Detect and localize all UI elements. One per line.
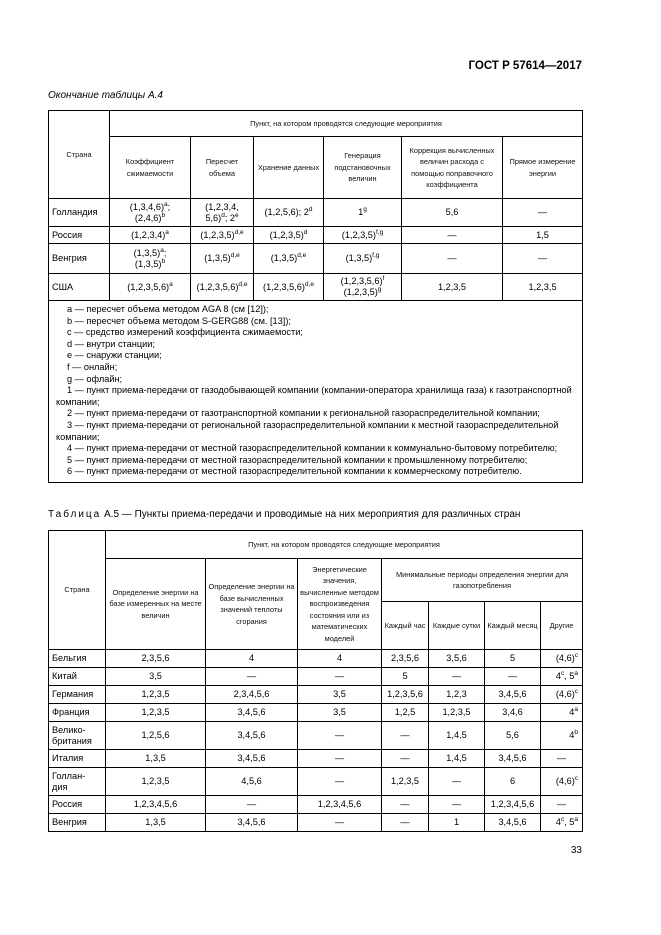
country-cell: Франция	[49, 704, 106, 722]
table-row	[49, 814, 583, 832]
data-cell: 3,4,5,6	[206, 750, 298, 768]
footnote-mark: a	[160, 246, 164, 254]
data-cell: 6	[485, 768, 541, 796]
data-cell: —	[206, 796, 298, 814]
footnote-mark: f	[382, 274, 385, 282]
footnote-mark: b	[161, 211, 166, 219]
data-cell: 3,5	[298, 704, 382, 722]
note-line: f — онлайн;	[67, 361, 118, 372]
cell-text: (1,2,3,5,6)	[196, 281, 239, 292]
cell-text: (4,6)	[555, 776, 575, 786]
footnote-mark: a	[574, 705, 579, 713]
cell-text: 4	[569, 730, 575, 740]
data-cell: —	[429, 796, 485, 814]
data-cell	[110, 274, 191, 301]
other-cell	[541, 650, 583, 668]
header-substitute-values: Генерация подстановочных величин	[324, 137, 402, 199]
cell-text: , 5	[564, 671, 575, 681]
data-cell: 3,4,5,6	[206, 722, 298, 750]
table-row	[49, 668, 583, 686]
cell-text: (4,6)	[555, 689, 575, 699]
country-cell: Китай	[49, 668, 106, 686]
footnote-mark: a	[165, 228, 169, 236]
data-cell: —	[298, 668, 382, 686]
table-a5	[48, 530, 583, 832]
data-cell: —	[503, 244, 583, 274]
footnote-mark: f,g	[375, 228, 384, 236]
data-cell: 1,2,3,5	[503, 274, 583, 301]
page-number: 33	[570, 845, 582, 856]
country-cell: Велико- британия	[49, 722, 106, 750]
country-cell: Россия	[49, 796, 106, 814]
data-cell: 5,6	[402, 199, 503, 227]
note-line: 1 — пункт приема-передачи от газодобывающей компании (компании-оператора хранилища газа) к газотранспортной компании;	[56, 385, 572, 407]
cell-text: (1,3,5)	[133, 247, 161, 258]
footnote-mark: d	[303, 228, 308, 236]
data-cell	[191, 244, 254, 274]
note-line: e — снаружи станции;	[67, 350, 162, 361]
cell-text: (2,4,6)	[134, 212, 162, 223]
note-line: 2 — пункт приема-передачи от газотранспортной компании к региональной газораспределительной компании;	[67, 408, 540, 419]
data-cell: 1,2,3,5	[382, 768, 429, 796]
data-cell: 1,2,3,5	[106, 686, 206, 704]
header-calculated-energy: Определение энергии на базе вычисленных значений теплоты сгорания	[206, 559, 298, 650]
other-cell: —	[541, 750, 583, 768]
data-cell	[254, 227, 324, 244]
data-cell	[254, 274, 324, 301]
table-row	[49, 244, 583, 274]
footnote-mark: g	[377, 285, 382, 293]
footnote-mark: c	[574, 651, 579, 659]
data-cell: 1,4,5	[429, 722, 485, 750]
cell-text: (1,2,3,5)	[343, 287, 378, 297]
table-row	[49, 796, 583, 814]
data-cell: 4	[298, 650, 382, 668]
table-a5-caption	[48, 509, 520, 520]
data-cell: —	[402, 244, 503, 274]
data-cell: 1,2,3,5,6	[382, 686, 429, 704]
data-cell	[191, 274, 254, 301]
header-volume-conversion: Пересчет объема	[191, 137, 254, 199]
footnote-mark: c	[574, 774, 579, 782]
footnote-mark: d	[308, 205, 313, 213]
country-cell: Бельгия	[49, 650, 106, 668]
country-cell: Италия	[49, 750, 106, 768]
cell-text: ; 2	[224, 212, 236, 223]
header-direct-energy: Прямое измерение энергии	[503, 137, 583, 199]
cell-text: (1,2,3,5)	[269, 229, 304, 240]
data-cell: 3,5,6	[429, 650, 485, 668]
note-line: c — средство измерений коэффициента сжимаемости;	[67, 327, 303, 338]
data-cell: —	[298, 814, 382, 832]
data-cell: 3,4,5,6	[485, 686, 541, 704]
note-line: 4 — пункт приема-передачи от местной газораспределительной компании к коммунально-бытовому потребителю;	[67, 443, 558, 454]
data-cell: 1,2,3,5	[402, 274, 503, 301]
data-cell: —	[298, 722, 382, 750]
country-cell: Венгрия	[49, 244, 110, 274]
cell-text: 4	[569, 707, 575, 717]
data-cell: —	[429, 668, 485, 686]
note-line: a — пересчет объема методом AGA 8 (см [12]);	[67, 304, 269, 314]
data-cell: —	[206, 668, 298, 686]
footnote-mark: a	[574, 669, 579, 677]
other-cell	[541, 768, 583, 796]
data-cell: 1,2,5,6	[106, 722, 206, 750]
footnote-mark: d	[221, 211, 225, 219]
table-row	[49, 722, 583, 750]
data-cell: —	[429, 768, 485, 796]
cell-text: 4	[555, 671, 561, 681]
data-cell: 5,6	[485, 722, 541, 750]
note-line: 5 — пункт приема-передачи от местной газораспределительной компании к промышленному потребителю;	[67, 454, 528, 465]
cell-text: 1	[358, 207, 364, 217]
country-cell: Германия	[49, 686, 106, 704]
cell-text: 5,6)	[205, 212, 222, 223]
footnote-mark: a	[574, 815, 579, 823]
data-cell	[191, 199, 254, 227]
header-periods: Минимальные периоды определения энергии для газопотребления	[382, 559, 583, 602]
data-cell: —	[485, 668, 541, 686]
other-cell	[541, 668, 583, 686]
table-row	[49, 274, 583, 301]
note-line: 3 — пункт приема-передачи от региональной газораспределительной компании к местной газораспределительной компании;	[56, 419, 559, 442]
header-measured-energy: Определение энергии на базе измеренных на месте величин	[106, 559, 206, 650]
header-group: Пункт, на котором проводятся следующие мероприятия	[110, 111, 583, 137]
cell-text: (1,2,3,4)	[131, 229, 166, 240]
data-cell	[324, 199, 402, 227]
footnote-mark: g	[363, 205, 367, 213]
header-group: Пункт, на котором проводятся следующие мероприятия	[106, 531, 583, 559]
data-cell: 1,2,5	[382, 704, 429, 722]
country-cell: США	[49, 274, 110, 301]
standard-designation: ГОСТ Р 57614—2017	[468, 60, 582, 72]
data-cell: 1,2,3,4,5,6	[106, 796, 206, 814]
data-cell: —	[298, 750, 382, 768]
table-row	[49, 768, 583, 796]
data-cell: 2,3,4,5,6	[206, 686, 298, 704]
data-cell: 3,5	[298, 686, 382, 704]
header-daily: Каждые сутки	[429, 602, 485, 650]
data-cell	[324, 227, 402, 244]
footnote-mark: c	[560, 815, 565, 823]
notes-row	[49, 301, 583, 483]
data-cell: $(1,3,5)^a$; $(1,3,5)^b$	[110, 244, 191, 274]
header-country: Страна	[49, 531, 106, 650]
cell-text: (1,2,3,4,	[205, 201, 239, 212]
cell-text: (1,3,5)	[345, 253, 373, 263]
data-cell	[324, 244, 402, 274]
footnote-mark: c	[560, 669, 565, 677]
other-cell	[541, 722, 583, 750]
data-cell: —	[382, 814, 429, 832]
data-cell: 5	[485, 650, 541, 668]
header-data-storage: Хранение данных	[254, 137, 324, 199]
data-cell: 3,5	[106, 668, 206, 686]
table-row	[49, 704, 583, 722]
data-cell: 3,4,6	[485, 704, 541, 722]
notes-cell	[49, 301, 583, 483]
footnote-mark: b	[574, 728, 579, 736]
data-cell	[324, 274, 402, 301]
data-cell: 1,2,3,4,5,6	[485, 796, 541, 814]
table-row	[49, 199, 583, 227]
data-cell: —	[298, 768, 382, 796]
data-cell: 3,4,5,6	[206, 704, 298, 722]
cell-text: (1,2,3,5,6)	[340, 276, 383, 286]
data-cell	[191, 227, 254, 244]
cell-text: , 5	[564, 817, 575, 827]
data-cell: 4	[206, 650, 298, 668]
data-cell: 1,4,5	[429, 750, 485, 768]
data-cell: 3,4,5,6	[485, 814, 541, 832]
country-cell: Россия	[49, 227, 110, 244]
data-cell: —	[402, 227, 503, 244]
data-cell: 1,2,3,5	[106, 768, 206, 796]
table-row	[49, 750, 583, 768]
note-line: b — пересчет объема методом S-GERG88 (см. [13]);	[67, 315, 291, 326]
data-cell: $(1,3,4,6)^a$; $(2,4,6)^b$	[110, 199, 191, 227]
data-cell: 1,5	[503, 227, 583, 244]
header-compressibility: Коэффициент сжимаемости	[110, 137, 191, 199]
cell-text: (1,3,5)	[134, 258, 162, 269]
table-row	[49, 227, 583, 244]
header-country: Страна	[49, 111, 110, 199]
country-cell: Голлан- дия	[49, 768, 106, 796]
data-cell: 2,3,5,6	[106, 650, 206, 668]
header-monthly: Каждый месяц	[485, 602, 541, 650]
other-cell	[541, 814, 583, 832]
footnote-mark: d,e	[304, 280, 314, 288]
data-cell: 3,4,5,6	[206, 814, 298, 832]
footnote-mark: a	[164, 200, 168, 208]
footnote-mark: d,e	[230, 251, 240, 259]
cell-text: (1,3,5)	[270, 253, 298, 263]
data-cell: 3,4,5,6	[485, 750, 541, 768]
data-cell: 2,3,5,6	[382, 650, 429, 668]
data-cell: —	[382, 722, 429, 750]
cell-text: 4	[555, 817, 561, 827]
footnote-mark: f,g	[372, 251, 380, 259]
data-cell	[254, 244, 324, 274]
footnote-mark: b	[161, 257, 166, 265]
data-cell: 1	[429, 814, 485, 832]
data-cell: —	[382, 796, 429, 814]
cell-text: (1,3,5)	[204, 253, 231, 263]
caption-text: А.5 — Пункты приема-передачи и проводимые на них мероприятия для различных стран	[104, 509, 521, 520]
country-cell: Голландия	[49, 199, 110, 227]
table-row	[49, 686, 583, 704]
header-other: Другие	[541, 602, 583, 650]
cell-text: (1,2,3,5,6)	[127, 281, 170, 292]
data-cell: 1,3,5	[106, 750, 206, 768]
data-cell: —	[382, 750, 429, 768]
country-cell: Венгрия	[49, 814, 106, 832]
data-cell: 1,2,3,5	[106, 704, 206, 722]
footnote-mark: a	[169, 280, 173, 288]
footnote-mark: d,e	[297, 251, 307, 259]
header-correction: Коррекция вычисленных величин расхода с помощью поправочного коэффициента	[402, 137, 503, 199]
data-cell	[254, 199, 324, 227]
other-cell	[541, 686, 583, 704]
table-row	[49, 650, 583, 668]
data-cell	[110, 227, 191, 244]
cell-text: (4,6)	[555, 653, 575, 663]
table-a4-caption: Окончание таблицы А.4	[48, 90, 163, 101]
note-line: 6 — пункт приема-передачи от местной газораспределительной компании к коммерческому потребителю.	[67, 466, 522, 477]
cell-text: (1,2,3,5,6)	[263, 281, 305, 292]
other-cell: —	[541, 796, 583, 814]
data-cell: 1,3,5	[106, 814, 206, 832]
caption-label: Таблица	[48, 509, 102, 520]
data-cell: 4,5,6	[206, 768, 298, 796]
cell-text: (1,2,3,5)	[200, 229, 235, 240]
header-hourly: Каждый час	[382, 602, 429, 650]
footnote-mark: d,e	[238, 280, 248, 288]
note-line: g — офлайн;	[67, 373, 123, 384]
data-cell: 1,2,3,4,5,6	[298, 796, 382, 814]
cell-text: (1,3,4,6)	[129, 201, 165, 212]
cell-text: (1,2,3,5)	[341, 229, 376, 240]
footnote-mark: c	[574, 687, 579, 695]
data-cell: 1,2,3	[429, 686, 485, 704]
header-model-energy: Энергетические значения, вычисленные методом воспроизведения состояния или из математических моделей	[298, 559, 382, 650]
note-line: d — внутри станции;	[67, 338, 155, 349]
other-cell	[541, 704, 583, 722]
data-cell: 5	[382, 668, 429, 686]
data-cell: 1,2,3,5	[429, 704, 485, 722]
data-cell: —	[503, 199, 583, 227]
table-a4	[48, 110, 583, 483]
footnote-mark: e	[235, 211, 239, 219]
cell-text: (1,2,5,6); 2	[264, 207, 309, 217]
footnote-mark: d,e	[234, 228, 244, 236]
